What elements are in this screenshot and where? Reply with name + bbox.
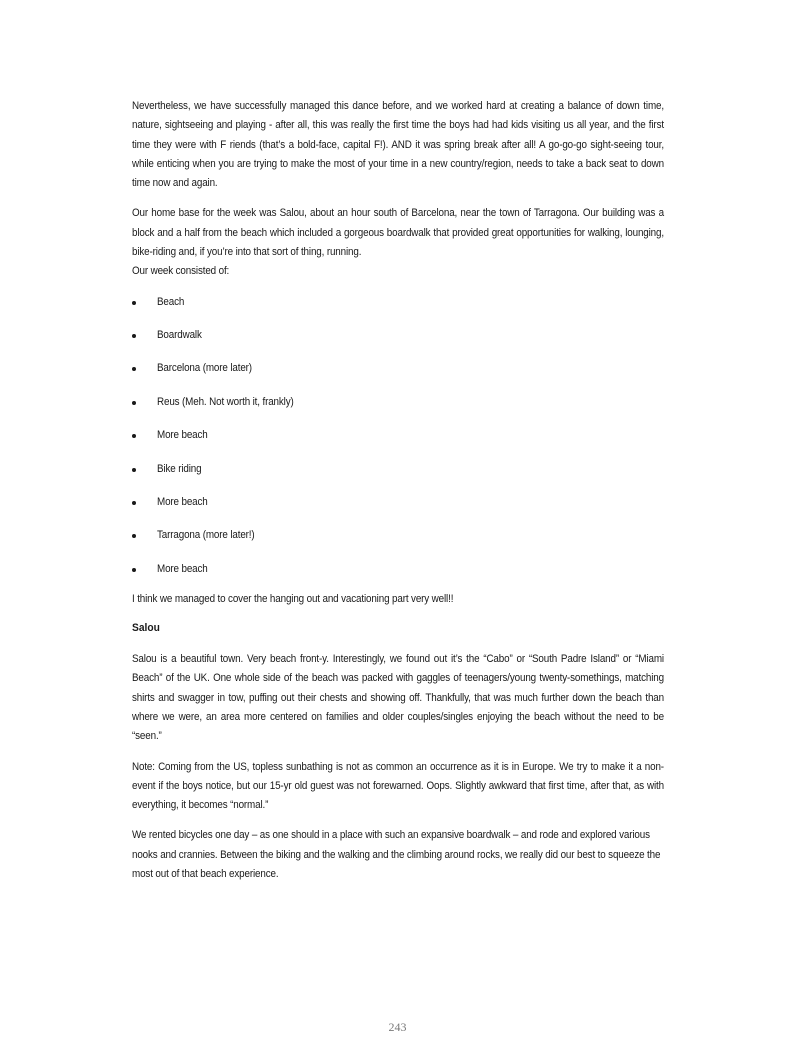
list-item: Barcelona (more later) [132,361,664,394]
bullet-icon [132,367,136,371]
list-item: More beach [132,495,664,528]
list-intro: Our week consisted of: [132,265,230,278]
page-number: 243 [388,1020,407,1034]
bullet-icon [132,534,136,538]
bullet-icon [132,434,136,438]
bullet-icon [132,568,136,572]
list-item: Boardwalk [132,328,664,361]
list-item: More beach [132,428,664,461]
section-heading: Salou [132,622,160,635]
list-item: Reus (Meh. Not worth it, frankly) [132,395,664,428]
page-body [132,97,664,895]
bullet-icon [132,301,136,305]
bullet-icon [132,501,136,505]
paragraph-intro: Nevertheless, we have successfully managed this dance before, and we worked hard at creating a balance of down time, nature, sightseeing and playing - after all, this was really the first time the boys had had kids visiting us all year, and the first time they were with F riends (that’s a bold-face, capital F!). AND it was spring break after all! A go-go-go sight-seeing tour, while enticing when you are trying to make the most of your time in a new country/region, needs to take a back seat to down time now and again. [132,100,664,190]
bullet-icon [132,334,136,338]
list-item: Bike riding [132,462,664,495]
paragraph-salou: Salou is a beautiful town. Very beach front-y. Interestingly, we found out it’s the “Cabo” or “South Padre Island” or “Miami Beach” of the UK. One whole side of the beach was packed with gaggles of teenagers/young twenty-somethings, matching shirts and swagger in tow, puffing out their chests and showing off. Thankfully, that was much further down the beach than where we were, an area more centered on families and older couples/singles enjoying the beach without the need to be “seen.” [132,653,664,743]
week-activities-list [132,295,664,590]
list-item: More beach [132,562,664,590]
list-item: Tarragona (more later!) [132,528,664,561]
bullet-icon [132,401,136,405]
paragraph-after-list: I think we managed to cover the hanging out and vacationing part very well!! [132,592,454,605]
paragraph-bicycles: We rented bicycles one day – as one should in a place with such an expansive boardwalk – and rode and explored various nooks and crannies. Between the biking and the walking and the climbing around rocks, we really did our best to squeeze the most out of that beach experience. [132,829,661,881]
list-item: Beach [132,295,664,328]
bullet-icon [132,468,136,472]
paragraph-note: Note: Coming from the US, topless sunbathing is not as common an occurrence as it is in Europe. We try to make it a non-event if the boys notice, but our 15-yr old guest was not forewarned. Oops. Slightly awkward that first time, after that, as with everything, it becomes “normal.” [132,760,664,812]
paragraph-home-base: Our home base for the week was Salou, about an hour south of Barcelona, near the town of Tarragona. Our building was a block and a half from the beach which included a gorgeous boardwalk that provided great opportunities for walking, lounging, bike-riding and, if you’re into that sort of thing, running. [132,207,664,259]
